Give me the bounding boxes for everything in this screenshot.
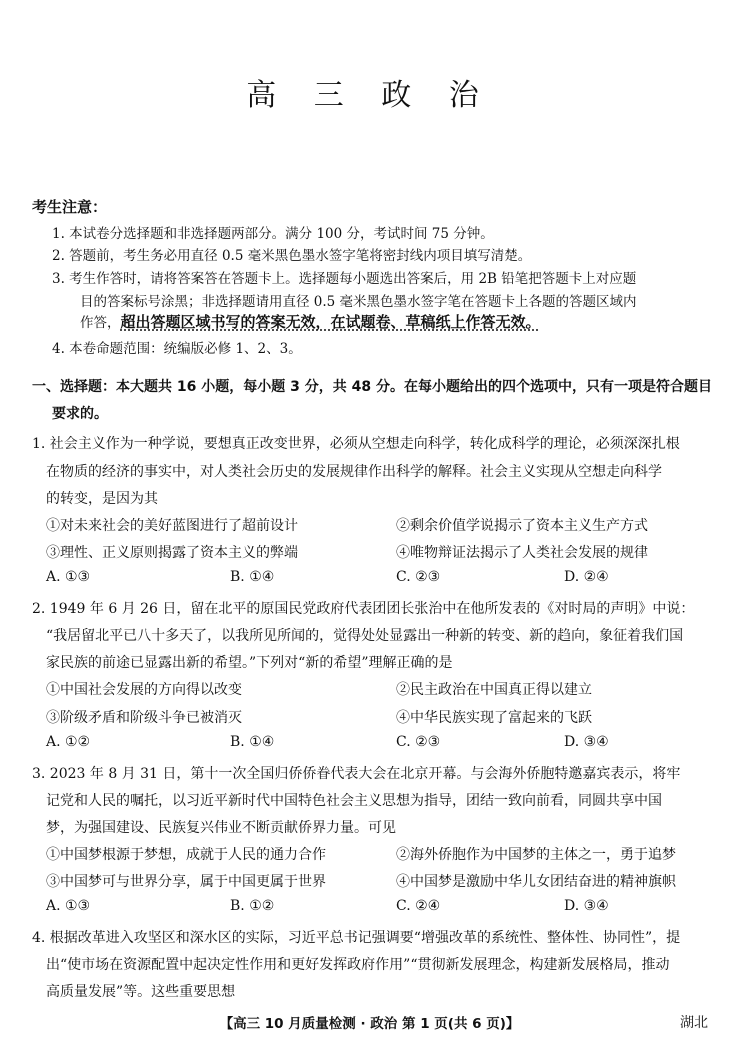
q2-choice-c[interactable]: C. ②③ [396,734,441,750]
notice-line-1: 1. 本试卷分选择题和非选择题两部分。满分 100 分，考试时间 75 分钟。 [52,226,494,242]
q2-choice-b[interactable]: B. ①④ [230,734,275,750]
q1-statement-1: ①对未来社会的美好蓝图进行了超前设计 [46,518,298,534]
q1-statement-4: ④唯物辩证法揭示了人类社会发展的规律 [396,545,648,561]
q3-choice-d[interactable]: D. ③④ [564,898,609,914]
question-4-line-1: 4. 根据改革进入攻坚区和深水区的实际，习近平总书记强调要“增强改革的系统性、整体性、协同性”，提 [32,930,681,946]
notice-heading: 考生注意： [32,198,108,216]
section-heading-line-2: 要求的。 [52,406,108,422]
q3-statement-4: ④中国梦是激励中华儿女团结奋进的精神旗帜 [396,874,676,890]
notice-line-3a: 3. 考生作答时，请将答案答在答题卡上。选择题每小题选出答案后，用 2B 铅笔把答题卡上对应题 [52,271,637,287]
q2-statement-3: ③阶级矛盾和阶级斗争已被消灭 [46,710,242,726]
q1-statement-3: ③理性、正义原则揭露了资本主义的弊端 [46,545,298,561]
question-1-line-3: 的转变，是因为其 [46,491,158,507]
q3-statement-3: ③中国梦可与世界分享，属于中国更属于世界 [46,874,326,890]
notice-warning: 超出答题区域书写的答案无效，在试题卷、草稿纸上作答无效。 [120,313,541,331]
question-3-line-3: 梦，为强国建设、民族复兴伟业不断贡献侨界力量。可见 [46,820,396,836]
q1-choice-a[interactable]: A. ①③ [46,569,91,585]
q1-choice-b[interactable]: B. ①④ [230,569,275,585]
question-2-line-1: 2. 1949 年 6 月 26 日，留在北平的原国民党政府代表团团长张治中在他所发表的《对时局的声明》中说： [32,601,695,617]
q2-statement-4: ④中华民族实现了富起来的飞跃 [396,710,592,726]
question-1-line-1: 1. 社会主义作为一种学说，要想真正改变世界，必须从空想走向科学，转化成科学的理论，必须深深扎根 [32,436,680,452]
question-3-line-2: 记党和人民的嘱托，以习近平新时代中国特色社会主义思想为指导，团结一致向前看，同圆共享中国 [46,793,662,809]
question-2-line-2: “我居留北平已八十多天了，以我所见所闻的，觉得处处显露出一种新的转变、新的趋向，象征着我们国 [46,628,684,644]
notice-line-4: 4. 本卷命题范围：统编版必修 1、2、3。 [52,341,302,357]
page-footer: 【高三 10 月质量检测 · 政治 第 1 页(共 6 页)】 [219,1016,520,1032]
section-heading-line-1: 一、选择题：本大题共 16 小题，每小题 3 分，共 48 分。在每小题给出的四个选项中，只有一项是符合题目 [32,379,712,395]
q3-choice-c[interactable]: C. ②④ [396,898,441,914]
question-2-line-3: 家民族的前途已显露出新的希望。”下列对“新的希望”理解正确的是 [46,655,453,671]
q2-statement-2: ②民主政治在中国真正得以建立 [396,682,592,698]
question-4-line-3: 高质量发展”等。这些重要思想 [46,984,236,1000]
notice-line-2: 2. 答题前，考生务必用直径 0.5 毫米黑色墨水签字笔将密封线内项目填写清楚。 [52,248,532,264]
q3-statement-2: ②海外侨胞作为中国梦的主体之一，勇于追梦 [396,847,676,863]
question-1-line-2: 在物质的经济的事实中，对人类社会历史的发展规律作出科学的解释。社会主义实现从空想走向科学 [46,464,662,480]
question-3-line-1: 3. 2023 年 8 月 31 日，第十一次全国归侨侨眷代表大会在北京开幕。与会海外侨胞特邀嘉宾表示，将牢 [32,766,681,782]
notice-line-3c-prefix: 作答， [80,315,121,331]
q3-choice-b[interactable]: B. ①② [230,898,275,914]
notice-line-3b: 目的答案标号涂黑；非选择题请用直径 0.5 毫米黑色墨水签字笔在答题卡上各题的答题区域内 [80,294,637,310]
q3-statement-1: ①中国梦根源于梦想，成就于人民的通力合作 [46,847,326,863]
q3-choice-a[interactable]: A. ①③ [46,898,91,914]
q2-statement-1: ①中国社会发展的方向得以改变 [46,682,242,698]
q2-choice-d[interactable]: D. ③④ [564,734,609,750]
q2-choice-a[interactable]: A. ①② [46,734,91,750]
q1-statement-2: ②剩余价值学说揭示了资本主义生产方式 [396,518,648,534]
question-4-line-2: 出“使市场在资源配置中起决定性作用和更好发挥政府作用”“贯彻新发展理念，构建新发展格局，推动 [46,957,670,973]
q1-choice-c[interactable]: C. ②③ [396,569,441,585]
notice-line-3c [80,311,541,332]
q1-choice-d[interactable]: D. ②④ [564,569,609,585]
region-label: 湖北 [680,1015,708,1031]
page-title: 高 三 政 治 [246,78,493,113]
